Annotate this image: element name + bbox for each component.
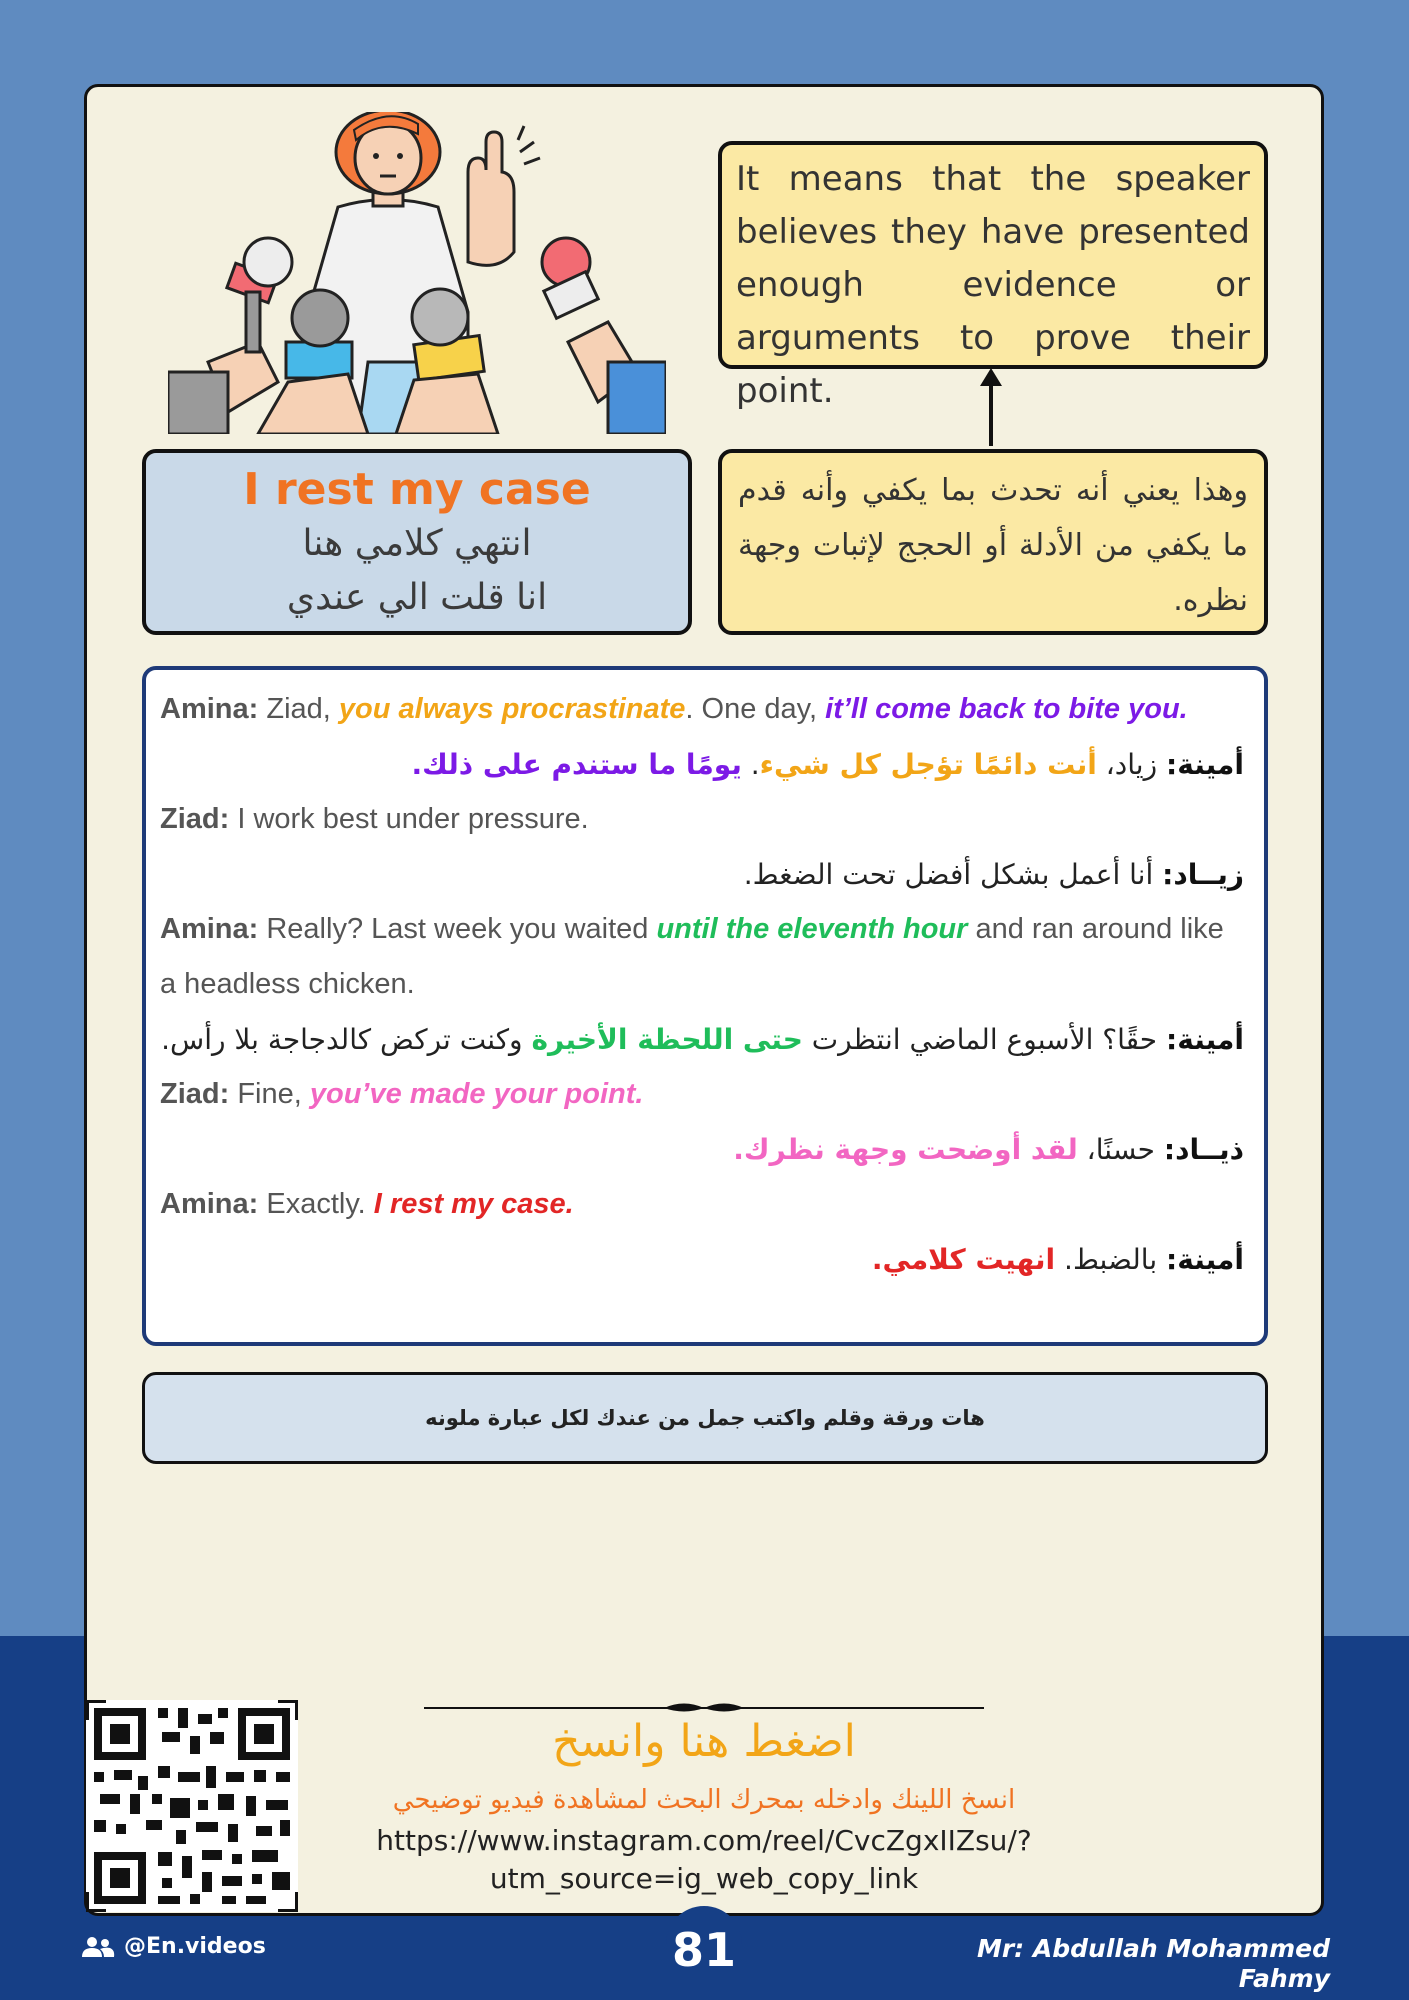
speaker-name: Amina: [160, 913, 259, 945]
speaker-name: ذيــاد: [1163, 1133, 1244, 1166]
highlight-orange: you always procrastinate [338, 693, 686, 725]
exercise-note: هات ورقة وقلم واكتب جمل من عندك لكل عبارة ملونه [142, 1372, 1268, 1464]
dialogue-text: . One day, [685, 693, 826, 725]
dialogue-text: Exactly. [258, 1188, 374, 1220]
highlight-red: انهيت كلامي. [871, 1243, 1056, 1276]
speaker-name: Ziad: [160, 803, 230, 835]
phrase-arabic-line-2: انا قلت الي عندي [286, 577, 548, 618]
dialogue-text: Really? Last week you waited [258, 913, 657, 945]
arrow-head-icon [980, 368, 1002, 386]
highlight-green: until the eleventh hour [656, 913, 968, 945]
dialogue-text: زياد، [1096, 748, 1167, 781]
dialogue-text: حقًا؟ الأسبوع الماضي انتظرت [802, 1023, 1167, 1056]
dialogue-text: Ziad, [258, 693, 339, 725]
dialogue-text: وكنت تركض كالدجاجة بلا رأس. [161, 1023, 532, 1056]
dialogue-text: and ran around like a headless chicken. [160, 913, 1224, 1000]
dialogue-line-english [160, 1067, 1244, 1122]
arrow-up-icon [989, 380, 993, 446]
handle-text: @En.videos [124, 1934, 266, 1959]
click-here-title[interactable]: اضغط هنا وانسخ [552, 1716, 856, 1767]
instruction-text: انسخ اللينك وادخله بمحرك البحث لمشاهدة فيديو توضيحي [392, 1785, 1016, 1815]
video-link[interactable] [324, 1822, 1084, 1898]
highlight-purple: يومًا ما ستندم على ذلك. [411, 748, 742, 781]
phrase-title-box [142, 449, 692, 635]
highlight-orange: أنت دائمًا تؤجل كل شيء [759, 748, 1097, 781]
highlight-red: I rest my case. [373, 1188, 574, 1220]
speaker-name: Amina: [160, 1188, 259, 1220]
video-link-line-2[interactable]: utm_source=ig_web_copy_link [489, 1862, 919, 1895]
highlight-purple: it’ll come back to bite you. [825, 693, 1188, 725]
speaker-name: زيــاد: [1162, 858, 1244, 891]
speaker-name: أمينة: [1166, 748, 1244, 781]
dialogue-line-arabic [160, 1122, 1244, 1177]
speaker-name: Amina: [160, 693, 259, 725]
dialogue-text: I work best under pressure. [229, 803, 589, 835]
dialogue-text: حسنًا، [1077, 1133, 1164, 1166]
dialogue-line-arabic [160, 847, 1244, 902]
speaker-name: أمينة: [1166, 1023, 1244, 1056]
phrase-arabic-line-1: انتهي كلامي هنا [302, 523, 532, 564]
page-number: 81 [671, 1923, 736, 1977]
dialogue-line-english [160, 682, 1244, 737]
qr-code-icon[interactable] [86, 1700, 298, 1912]
highlight-pink: لقد أوضحت وجهة نظرك. [733, 1133, 1078, 1166]
dialogue-line-arabic [160, 737, 1244, 792]
highlight-green: حتى اللحظة الأخيرة [531, 1023, 803, 1056]
dialogue-line-english [160, 1177, 1244, 1232]
speaker-name: Ziad: [160, 1078, 230, 1110]
speaker-name: أمينة: [1166, 1243, 1244, 1276]
users-icon [80, 1935, 116, 1959]
woman-with-microphones-illustration [168, 112, 666, 434]
dialogue-line-arabic [160, 1012, 1244, 1067]
phrase-title: I rest my case [243, 464, 591, 515]
author-name: Mr: Abdullah Mohammed Fahmy [976, 1934, 1330, 1993]
dialogue-text: بالضبط. [1055, 1243, 1167, 1276]
dialogue-box [142, 666, 1268, 1346]
social-handle [80, 1932, 266, 1962]
video-link-line-1[interactable]: https://www.instagram.com/reel/CvcZgxIIZsu/? [376, 1824, 1032, 1857]
dialogue-text: Fine, [229, 1078, 310, 1110]
dialogue-text: . [741, 748, 760, 781]
dialogue-text: أنا أعمل بشكل أفضل تحت الضغط. [743, 858, 1163, 891]
dialogue-line-english [160, 902, 1244, 1012]
dialogue-line-arabic [160, 1232, 1244, 1287]
english-definition-box: It means that the speaker believes they have presented enough evidence or arguments to prove their point. [718, 141, 1268, 369]
dialogue-line-english [160, 792, 1244, 847]
arabic-definition-box: وهذا يعني أنه تحدث بما يكفي وأنه قدم ما يكفي من الأدلة أو الحجج لإثبات وجهة نظره. [718, 449, 1268, 635]
highlight-pink: you’ve made your point. [309, 1078, 644, 1110]
